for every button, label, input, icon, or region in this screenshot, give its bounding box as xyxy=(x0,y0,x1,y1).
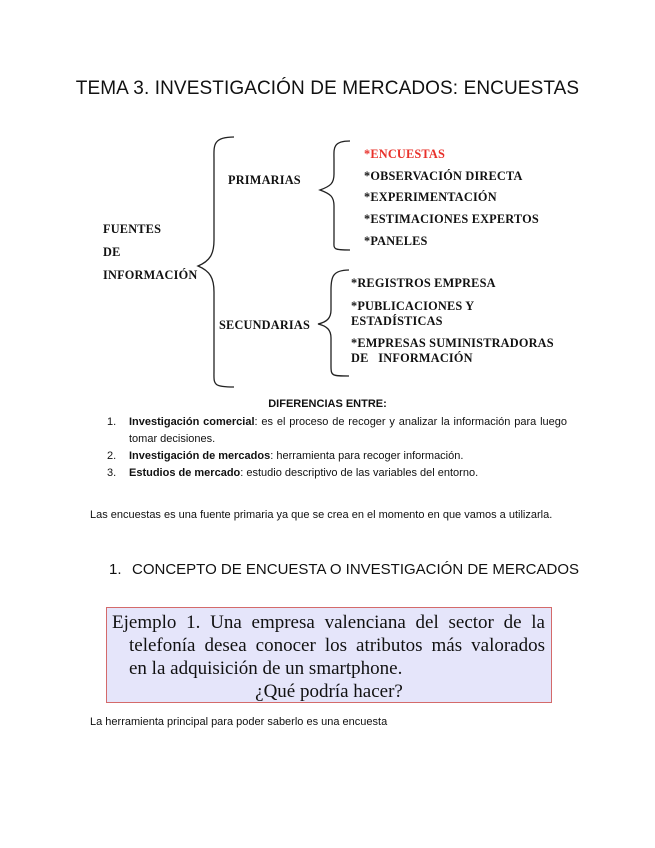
list-term: Investigación de mercados xyxy=(129,450,271,462)
differences-title: DIFERENCIAS ENTRE: xyxy=(268,398,387,410)
example-line-1: Ejemplo 1. Una empresa valenciana del sector de la xyxy=(112,612,545,633)
secondary-item-estadisticas: ESTADÍSTICAS xyxy=(351,314,443,328)
section-number: 1. xyxy=(109,561,122,578)
secondary-brace xyxy=(318,270,349,376)
list-term: Estudios de mercado xyxy=(129,467,241,479)
secondary-item-empresas: *EMPRESAS SUMINISTRADORAS xyxy=(351,336,554,350)
root-label-2: DE xyxy=(103,245,121,259)
list-text: : herramienta para recoger información. xyxy=(270,450,464,462)
primary-item-experimentacion: *EXPERIMENTACIÓN xyxy=(364,190,497,204)
differences-list xyxy=(107,414,567,482)
secondary-label: SECUNDARIAS xyxy=(219,318,311,332)
list-item xyxy=(107,448,567,465)
secondary-item-informacion: DE INFORMACIÓN xyxy=(351,351,473,365)
footer-text: La herramienta principal para poder saberlo es una encuesta xyxy=(90,716,388,728)
root-label-1: FUENTES xyxy=(103,222,162,236)
secondary-item-publicaciones: *PUBLICACIONES Y xyxy=(351,299,475,313)
example-line-2: telefonía desea conocer los atributos más valorados xyxy=(129,635,545,656)
section-heading xyxy=(109,561,579,578)
list-item xyxy=(107,414,567,448)
list-text: : es el proceso de recoger y analizar la información para luego tomar decisiones. xyxy=(129,416,567,445)
page-title: TEMA 3. INVESTIGACIÓN DE MERCADOS: ENCUESTAS xyxy=(75,78,580,99)
primary-brace xyxy=(320,141,350,250)
example-line-3: en la adquisición de un smartphone. xyxy=(129,658,403,679)
list-item xyxy=(107,465,567,482)
body-paragraph: Las encuestas es una fuente primaria ya que se crea en el momento en que vamos a utilizarla. xyxy=(90,509,553,521)
list-number: 2. xyxy=(107,450,117,462)
secondary-item-registros: *REGISTROS EMPRESA xyxy=(351,276,496,290)
primary-item-observacion: *OBSERVACIÓN DIRECTA xyxy=(364,169,523,183)
primary-item-paneles: *PANELES xyxy=(364,234,428,248)
section-title: CONCEPTO DE ENCUESTA O INVESTIGACIÓN DE MERCADOS xyxy=(132,561,580,578)
list-term: Investigación comercial xyxy=(129,416,255,428)
primary-item-estimaciones: *ESTIMACIONES EXPERTOS xyxy=(364,212,539,226)
list-text: : estudio descriptivo de las variables del entorno. xyxy=(240,467,479,479)
list-number: 1. xyxy=(107,416,117,428)
primary-item-encuestas: *ENCUESTAS xyxy=(364,147,446,161)
diagram-braces xyxy=(0,0,655,400)
example-box xyxy=(106,607,552,703)
root-label-3: INFORMACIÓN xyxy=(103,268,198,282)
example-question: ¿Qué podría hacer? xyxy=(255,681,403,702)
list-number: 3. xyxy=(107,467,117,479)
primary-label: PRIMARIAS xyxy=(228,173,301,187)
